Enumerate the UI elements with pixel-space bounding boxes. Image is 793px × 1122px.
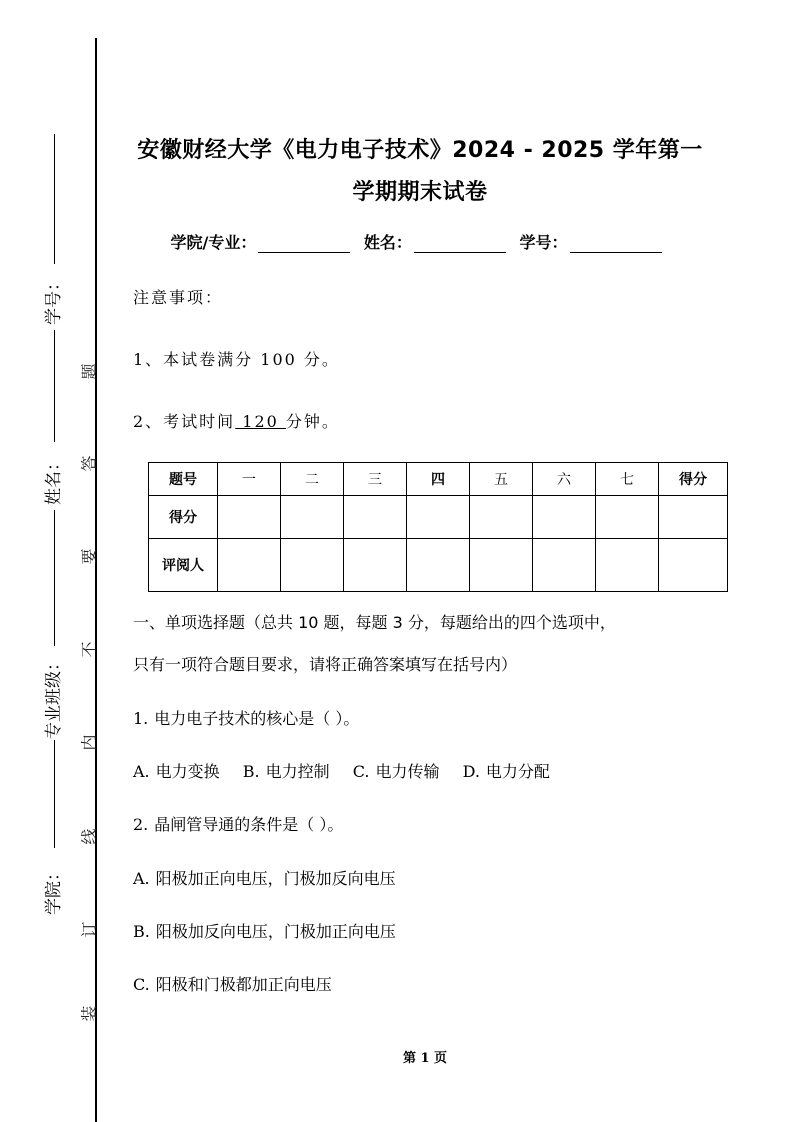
reviewer-cell[interactable] <box>470 539 533 592</box>
exam-title-line1: 安徽财经大学《电力电子技术》2024 - 2025 学年第一 <box>137 138 703 163</box>
binding-name-label: 姓名： <box>44 454 64 505</box>
seal-char: 内 <box>79 734 99 751</box>
reviewer-cell[interactable] <box>596 539 659 592</box>
reviewer-row <box>149 539 728 592</box>
option-text: 电力传输 <box>375 762 440 781</box>
header-cell: 五 <box>470 463 533 496</box>
score-table <box>148 462 728 592</box>
student-id-fill-line <box>54 134 55 264</box>
header-cell: 二 <box>281 463 344 496</box>
header-cell: 一 <box>218 463 281 496</box>
option-label: C. <box>352 762 370 781</box>
notice-item-2-suffix: 分钟。 <box>285 412 340 431</box>
section1-heading-line1: 一、单项选择题（总共 10 题，每题 3 分，每题给出的四个选项中， <box>133 613 616 632</box>
reviewer-cell[interactable] <box>344 539 407 592</box>
question-number: 1. <box>133 709 149 728</box>
notice-item-1: 1、本试卷满分 100 分。 <box>133 350 340 369</box>
row-label: 得分 <box>149 496 218 539</box>
notice-heading: 注意事项： <box>133 288 224 307</box>
reviewer-cell[interactable] <box>218 539 281 592</box>
score-cell[interactable] <box>533 496 596 539</box>
option-text: 电力变换 <box>155 762 220 781</box>
header-cell: 四 <box>407 463 470 496</box>
seal-char: 装 <box>79 1005 99 1022</box>
score-cell[interactable] <box>659 496 728 539</box>
header-cell: 六 <box>533 463 596 496</box>
seal-char: 订 <box>79 921 99 938</box>
option-label: D. <box>462 762 480 781</box>
option-label: B. <box>133 922 150 941</box>
name-label: 姓名： <box>363 233 412 252</box>
question-2-option-c <box>133 972 332 995</box>
header-cell: 得分 <box>659 463 728 496</box>
question-1-options <box>133 759 568 782</box>
score-cell[interactable] <box>344 496 407 539</box>
college-major-label: 学院/专业： <box>170 233 257 252</box>
row-label: 评阅人 <box>149 539 218 592</box>
college-major-blank[interactable] <box>258 236 350 253</box>
page-number: 第 1 页 <box>402 1051 448 1066</box>
score-cell[interactable] <box>281 496 344 539</box>
option-text: 电力控制 <box>265 762 330 781</box>
option-text: 阳极和门极都加正向电压 <box>155 975 332 994</box>
binding-major-class-label: 专业班级： <box>44 654 64 739</box>
name-fill-line <box>54 330 55 442</box>
option-text: 电力分配 <box>485 762 550 781</box>
score-cell[interactable] <box>470 496 533 539</box>
seal-char: 要 <box>79 548 99 565</box>
reviewer-cell[interactable] <box>407 539 470 592</box>
notice-item-2 <box>133 409 340 432</box>
option-label: C. <box>133 975 150 994</box>
name-blank[interactable] <box>414 236 506 253</box>
score-table-header-row <box>149 463 728 496</box>
score-cell[interactable] <box>407 496 470 539</box>
student-id-label: 学号： <box>519 233 568 252</box>
section1-heading-line2: 只有一项符合题目要求，请将正确答案填写在括号内） <box>133 655 518 674</box>
option-text: 阳极加正向电压，门极加反向电压 <box>155 869 396 888</box>
student-info-line <box>120 230 720 253</box>
student-id-blank[interactable] <box>570 236 662 253</box>
reviewer-cell[interactable] <box>533 539 596 592</box>
score-cell[interactable] <box>218 496 281 539</box>
reviewer-cell[interactable] <box>659 539 728 592</box>
option-text: 阳极加反向电压，门极加正向电压 <box>155 922 396 941</box>
seal-char: 不 <box>79 641 99 658</box>
score-row <box>149 496 728 539</box>
notice-item-2-prefix: 2、考试时间 <box>133 412 236 431</box>
question-stem: 晶闸管导通的条件是（ ）。 <box>154 815 344 834</box>
header-cell: 七 <box>596 463 659 496</box>
question-2-option-b <box>133 919 396 942</box>
question-stem: 电力电子技术的核心是（ ）。 <box>154 709 360 728</box>
question-1 <box>133 706 359 729</box>
reviewer-cell[interactable] <box>281 539 344 592</box>
option-label: A. <box>133 762 150 781</box>
header-cell: 三 <box>344 463 407 496</box>
option-label: B. <box>242 762 260 781</box>
seal-char: 答 <box>79 455 99 472</box>
college-fill-line <box>54 740 55 848</box>
question-number: 2. <box>133 815 149 834</box>
seal-char: 题 <box>79 363 99 380</box>
score-cell[interactable] <box>596 496 659 539</box>
major-class-fill-line <box>54 510 55 646</box>
binding-student-id-label: 学号： <box>44 274 64 325</box>
question-2 <box>133 812 343 835</box>
header-cell: 题号 <box>149 463 218 496</box>
binding-margin-line <box>95 38 97 1122</box>
option-label: A. <box>133 869 150 888</box>
seal-char: 线 <box>79 828 99 845</box>
exam-title-line2: 学期期末试卷 <box>352 180 488 205</box>
question-2-option-a <box>133 866 396 889</box>
binding-college-label: 学院： <box>44 864 64 915</box>
exam-duration-value: 120 <box>235 412 286 431</box>
